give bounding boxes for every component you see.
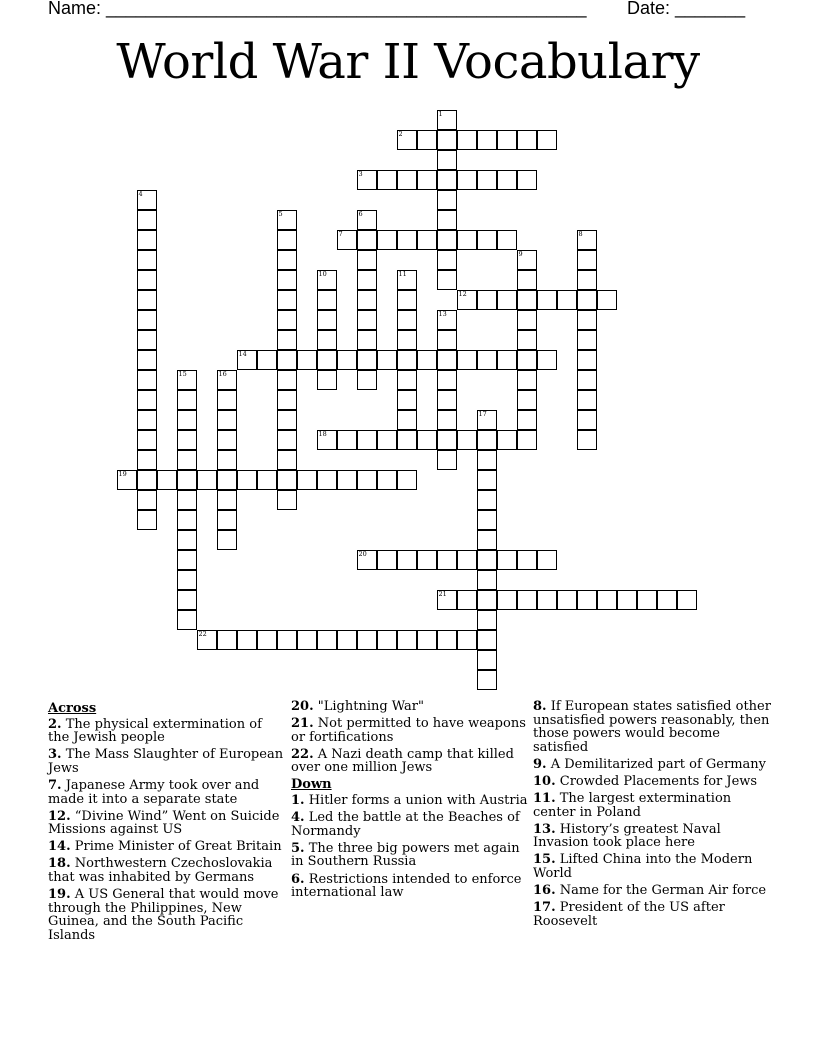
grid-cell[interactable] xyxy=(317,470,337,490)
clue-across-3: 3. The Mass Slaughter of European Jews xyxy=(48,747,284,776)
grid-cell[interactable] xyxy=(457,230,477,250)
clue-down-15: 15. Lifted China into the Modern World xyxy=(533,852,753,882)
grid-cell[interactable] xyxy=(177,470,197,490)
grid-cell[interactable] xyxy=(497,230,517,250)
grid-cell[interactable] xyxy=(217,390,237,410)
grid-cell[interactable] xyxy=(397,290,417,310)
clue-across-2: 2. The physical extermination of the Jewish people xyxy=(48,716,262,746)
grid-cell[interactable] xyxy=(177,490,197,510)
grid-cell[interactable] xyxy=(577,350,597,370)
grid-cell[interactable] xyxy=(437,310,457,330)
grid-cell[interactable] xyxy=(297,630,317,650)
grid-cell[interactable] xyxy=(437,370,457,390)
grid-cell[interactable] xyxy=(537,130,557,150)
grid-cell[interactable] xyxy=(517,290,537,310)
cell-number: 17 xyxy=(478,409,487,418)
cell-number: 8 xyxy=(578,229,583,238)
grid-cell[interactable] xyxy=(377,350,397,370)
cell-number: 15 xyxy=(178,369,187,378)
grid-cell[interactable] xyxy=(237,630,257,650)
grid-cell[interactable] xyxy=(477,350,497,370)
grid-cell[interactable] xyxy=(397,230,417,250)
grid-cell[interactable] xyxy=(397,170,417,190)
grid-cell[interactable] xyxy=(437,430,457,450)
grid-cell[interactable] xyxy=(457,290,477,310)
grid-cell[interactable] xyxy=(337,350,357,370)
grid-cell[interactable] xyxy=(137,410,157,430)
grid-cell[interactable] xyxy=(197,470,217,490)
grid-cell[interactable] xyxy=(577,590,597,610)
grid-cell[interactable] xyxy=(557,590,577,610)
clue-down-13: 13. History’s greatest Naval Invasion took place here xyxy=(533,821,721,851)
grid-cell[interactable] xyxy=(477,630,497,650)
grid-cell[interactable] xyxy=(137,250,157,270)
grid-cell[interactable] xyxy=(477,650,497,670)
grid-cell[interactable] xyxy=(257,630,277,650)
cell-number: 13 xyxy=(438,309,447,318)
grid-cell[interactable] xyxy=(377,550,397,570)
grid-cell[interactable] xyxy=(397,130,417,150)
grid-cell[interactable] xyxy=(477,430,497,450)
grid-cell[interactable] xyxy=(397,370,417,390)
grid-cell[interactable] xyxy=(337,470,357,490)
grid-cell[interactable] xyxy=(417,230,437,250)
clue-across-7: 7. Japanese Army took over and made it into a separate state xyxy=(48,777,260,807)
grid-cell[interactable] xyxy=(137,350,157,370)
grid-cell[interactable] xyxy=(377,430,397,450)
grid-cell[interactable] xyxy=(457,170,477,190)
grid-cell[interactable] xyxy=(357,630,377,650)
grid-cell[interactable] xyxy=(437,410,457,430)
grid-cell[interactable] xyxy=(397,350,417,370)
grid-cell[interactable] xyxy=(397,270,417,290)
grid-cell[interactable] xyxy=(277,430,297,450)
grid-cell[interactable] xyxy=(377,630,397,650)
grid-cell[interactable] xyxy=(497,350,517,370)
grid-cell[interactable] xyxy=(457,630,477,650)
grid-cell[interactable] xyxy=(137,230,157,250)
grid-cell[interactable] xyxy=(217,490,237,510)
grid-cell[interactable] xyxy=(317,370,337,390)
grid-cell[interactable] xyxy=(517,590,537,610)
cell-number: 4 xyxy=(138,189,143,198)
grid-cell[interactable] xyxy=(437,150,457,170)
grid-cell[interactable] xyxy=(357,350,377,370)
clue-across-20: 20. "Lightning War" xyxy=(291,699,424,714)
clue-across-14: 14. Prime Minister of Great Britain xyxy=(48,839,282,855)
grid-cell[interactable] xyxy=(577,330,597,350)
grid-cell[interactable] xyxy=(417,350,437,370)
grid-cell[interactable] xyxy=(397,330,417,350)
grid-cell[interactable] xyxy=(477,510,497,530)
grid-cell[interactable] xyxy=(337,430,357,450)
grid-cell[interactable] xyxy=(417,170,437,190)
grid-cell[interactable] xyxy=(357,310,377,330)
grid-cell[interactable] xyxy=(177,570,197,590)
grid-cell[interactable] xyxy=(597,290,617,310)
cell-number: 22 xyxy=(198,629,207,638)
grid-cell[interactable] xyxy=(277,290,297,310)
grid-cell[interactable] xyxy=(277,450,297,470)
clue-column-2 xyxy=(291,700,529,903)
grid-cell[interactable] xyxy=(277,210,297,230)
grid-cell[interactable] xyxy=(477,230,497,250)
grid-cell[interactable] xyxy=(577,310,597,330)
grid-cell[interactable] xyxy=(237,350,257,370)
grid-cell[interactable] xyxy=(277,390,297,410)
grid-cell[interactable] xyxy=(577,230,597,250)
grid-cell[interactable] xyxy=(477,290,497,310)
grid-cell[interactable] xyxy=(277,250,297,270)
grid-cell[interactable] xyxy=(397,470,417,490)
clue-across-21: 21. Not permitted to have weapons or fortifications xyxy=(291,716,526,745)
grid-cell[interactable] xyxy=(257,350,277,370)
grid-cell[interactable] xyxy=(177,590,197,610)
grid-cell[interactable] xyxy=(137,450,157,470)
grid-cell[interactable] xyxy=(197,630,217,650)
grid-cell[interactable] xyxy=(437,630,457,650)
grid-cell[interactable] xyxy=(437,330,457,350)
grid-cell[interactable] xyxy=(357,290,377,310)
grid-cell[interactable] xyxy=(517,130,537,150)
grid-cell[interactable] xyxy=(357,230,377,250)
grid-cell[interactable] xyxy=(137,270,157,290)
cell-number: 18 xyxy=(318,429,327,438)
grid-cell[interactable] xyxy=(417,550,437,570)
grid-cell[interactable] xyxy=(157,470,177,490)
grid-cell[interactable] xyxy=(357,430,377,450)
grid-cell[interactable] xyxy=(477,570,497,590)
grid-cell[interactable] xyxy=(137,490,157,510)
grid-cell[interactable] xyxy=(277,630,297,650)
grid-cell[interactable] xyxy=(257,470,277,490)
clue-across-18: 18. Northwestern Czechoslovakia that was inhabited by Germans xyxy=(48,856,273,886)
grid-cell[interactable] xyxy=(217,410,237,430)
clue-down-5: 5. The three big powers met again in Southern Russia xyxy=(291,840,520,870)
grid-cell[interactable] xyxy=(497,130,517,150)
clue-down-10: 10. Crowded Placements for Jews xyxy=(533,773,758,789)
grid-cell[interactable] xyxy=(597,590,617,610)
grid-cell[interactable] xyxy=(277,470,297,490)
clue-down-1: 1. Hitler forms a union with Austria xyxy=(291,793,528,809)
grid-cell[interactable] xyxy=(437,550,457,570)
grid-cell[interactable] xyxy=(517,330,537,350)
clue-column-3 xyxy=(533,700,773,932)
grid-cell[interactable] xyxy=(517,390,537,410)
grid-cell[interactable] xyxy=(477,530,497,550)
page-title: World War II Vocabulary xyxy=(116,34,700,90)
cell-number: 6 xyxy=(358,209,363,218)
grid-cell[interactable] xyxy=(497,290,517,310)
grid-cell[interactable] xyxy=(357,270,377,290)
grid-cell[interactable] xyxy=(457,350,477,370)
grid-cell[interactable] xyxy=(277,330,297,350)
clue-down-4: 4. Led the battle at the Beaches of Normandy xyxy=(291,810,520,839)
grid-cell[interactable] xyxy=(477,550,497,570)
grid-cell[interactable] xyxy=(177,610,197,630)
grid-cell[interactable] xyxy=(177,550,197,570)
grid-cell[interactable] xyxy=(277,310,297,330)
grid-cell[interactable] xyxy=(497,550,517,570)
grid-cell[interactable] xyxy=(537,550,557,570)
grid-cell[interactable] xyxy=(137,330,157,350)
grid-cell[interactable] xyxy=(397,630,417,650)
grid-cell[interactable] xyxy=(397,390,417,410)
grid-cell[interactable] xyxy=(137,390,157,410)
grid-cell[interactable] xyxy=(177,450,197,470)
grid-cell[interactable] xyxy=(417,630,437,650)
grid-cell[interactable] xyxy=(417,130,437,150)
grid-cell[interactable] xyxy=(177,390,197,410)
grid-cell[interactable] xyxy=(577,270,597,290)
grid-cell[interactable] xyxy=(217,630,237,650)
grid-cell[interactable] xyxy=(577,430,597,450)
grid-cell[interactable] xyxy=(137,370,157,390)
grid-cell[interactable] xyxy=(137,190,157,210)
grid-cell[interactable] xyxy=(517,310,537,330)
grid-cell[interactable] xyxy=(217,470,237,490)
grid-cell[interactable] xyxy=(297,470,317,490)
grid-cell[interactable] xyxy=(337,230,357,250)
cell-number: 11 xyxy=(398,269,407,278)
grid-cell[interactable] xyxy=(437,250,457,270)
clue-down-11: 11. The largest extermination center in Poland xyxy=(533,791,732,820)
grid-cell[interactable] xyxy=(437,350,457,370)
clue-down-8: 8. If European states satisfied other unsatisfied powers reasonably, then those powers would become satisfied xyxy=(533,699,771,755)
grid-cell[interactable] xyxy=(217,510,237,530)
grid-cell[interactable] xyxy=(357,210,377,230)
grid-cell[interactable] xyxy=(477,610,497,630)
grid-cell[interactable] xyxy=(517,270,537,290)
grid-cell[interactable] xyxy=(377,470,397,490)
grid-cell[interactable] xyxy=(357,250,377,270)
grid-cell[interactable] xyxy=(657,590,677,610)
grid-cell[interactable] xyxy=(437,210,457,230)
grid-cell[interactable] xyxy=(437,130,457,150)
grid-cell[interactable] xyxy=(437,170,457,190)
cell-number: 10 xyxy=(318,269,327,278)
grid-cell[interactable] xyxy=(137,290,157,310)
grid-cell[interactable] xyxy=(457,130,477,150)
cell-number: 5 xyxy=(278,209,283,218)
cell-number: 2 xyxy=(398,129,403,138)
grid-cell[interactable] xyxy=(477,170,497,190)
grid-cell[interactable] xyxy=(517,410,537,430)
grid-cell[interactable] xyxy=(377,170,397,190)
clue-across-22: 22. A Nazi death camp that killed over one million Jews xyxy=(291,746,514,776)
grid-cell[interactable] xyxy=(437,390,457,410)
grid-cell[interactable] xyxy=(137,510,157,530)
cell-number: 12 xyxy=(458,289,467,298)
grid-cell[interactable] xyxy=(177,430,197,450)
grid-cell[interactable] xyxy=(117,470,137,490)
grid-cell[interactable] xyxy=(437,270,457,290)
grid-cell[interactable] xyxy=(217,530,237,550)
grid-cell[interactable] xyxy=(477,590,497,610)
grid-cell[interactable] xyxy=(277,370,297,390)
grid-cell[interactable] xyxy=(277,230,297,250)
cell-number: 21 xyxy=(438,589,447,598)
cell-number: 16 xyxy=(218,369,227,378)
grid-cell[interactable] xyxy=(477,490,497,510)
grid-cell[interactable] xyxy=(497,170,517,190)
grid-cell[interactable] xyxy=(137,430,157,450)
grid-cell[interactable] xyxy=(357,330,377,350)
grid-cell[interactable] xyxy=(397,310,417,330)
grid-cell[interactable] xyxy=(277,410,297,430)
grid-cell[interactable] xyxy=(137,210,157,230)
grid-cell[interactable] xyxy=(397,550,417,570)
grid-cell[interactable] xyxy=(137,470,157,490)
clue-across-19: 19. A US General that would move through the Philippines, New Guinea, and the South Pacific Islands xyxy=(48,887,279,943)
grid-cell[interactable] xyxy=(497,430,517,450)
grid-cell[interactable] xyxy=(437,110,457,130)
grid-cell[interactable] xyxy=(437,190,457,210)
grid-cell[interactable] xyxy=(477,470,497,490)
grid-cell[interactable] xyxy=(437,590,457,610)
grid-cell[interactable] xyxy=(437,450,457,470)
clue-down-17: 17. President of the US after Roosevelt xyxy=(533,900,725,929)
grid-cell[interactable] xyxy=(277,490,297,510)
name-field: Name: ________________________________________________ xyxy=(48,0,587,18)
clue-down-16: 16. Name for the German Air force xyxy=(533,883,767,899)
grid-cell[interactable] xyxy=(177,370,197,390)
grid-cell[interactable] xyxy=(417,430,437,450)
grid-cell[interactable] xyxy=(217,450,237,470)
grid-cell[interactable] xyxy=(577,290,597,310)
clue-down-6: 6. Restrictions intended to enforce international law xyxy=(291,871,522,901)
clue-down-9: 9. A Demilitarized part of Germany xyxy=(533,756,766,772)
grid-cell[interactable] xyxy=(477,670,497,690)
grid-cell[interactable] xyxy=(477,450,497,470)
grid-cell[interactable] xyxy=(317,310,337,330)
grid-cell[interactable] xyxy=(237,470,257,490)
grid-cell[interactable] xyxy=(317,430,337,450)
grid-cell[interactable] xyxy=(317,290,337,310)
grid-cell[interactable] xyxy=(637,590,657,610)
grid-cell[interactable] xyxy=(277,350,297,370)
grid-cell[interactable] xyxy=(497,590,517,610)
grid-cell[interactable] xyxy=(677,590,697,610)
cell-number: 19 xyxy=(118,469,127,478)
grid-cell[interactable] xyxy=(217,430,237,450)
grid-cell[interactable] xyxy=(357,470,377,490)
grid-cell[interactable] xyxy=(177,410,197,430)
grid-cell[interactable] xyxy=(617,590,637,610)
grid-cell[interactable] xyxy=(537,290,557,310)
grid-cell[interactable] xyxy=(317,630,337,650)
grid-cell[interactable] xyxy=(577,250,597,270)
grid-cell[interactable] xyxy=(457,590,477,610)
cell-number: 1 xyxy=(438,109,443,118)
grid-cell[interactable] xyxy=(217,370,237,390)
grid-cell[interactable] xyxy=(357,550,377,570)
grid-cell[interactable] xyxy=(517,430,537,450)
cell-number: 9 xyxy=(518,249,523,258)
cell-number: 20 xyxy=(358,549,367,558)
grid-cell[interactable] xyxy=(457,430,477,450)
grid-cell[interactable] xyxy=(477,130,497,150)
grid-cell[interactable] xyxy=(177,530,197,550)
grid-cell[interactable] xyxy=(357,370,377,390)
grid-cell[interactable] xyxy=(537,350,557,370)
grid-cell[interactable] xyxy=(377,230,397,250)
grid-cell[interactable] xyxy=(357,170,377,190)
grid-cell[interactable] xyxy=(517,350,537,370)
grid-cell[interactable] xyxy=(317,330,337,350)
grid-cell[interactable] xyxy=(457,550,477,570)
grid-cell[interactable] xyxy=(577,410,597,430)
grid-cell[interactable] xyxy=(317,350,337,370)
grid-cell[interactable] xyxy=(557,290,577,310)
grid-cell[interactable] xyxy=(577,390,597,410)
grid-cell[interactable] xyxy=(517,550,537,570)
across-heading: Across xyxy=(48,701,97,716)
cell-number: 14 xyxy=(238,349,247,358)
grid-cell[interactable] xyxy=(517,250,537,270)
date-field: Date: _______ xyxy=(627,0,746,18)
clue-across-12: 12. “Divine Wind” Went on Suicide Missions against US xyxy=(48,808,280,838)
grid-cell[interactable] xyxy=(437,230,457,250)
clue-column-1 xyxy=(48,700,286,946)
cell-number: 7 xyxy=(338,229,343,238)
grid-cell[interactable] xyxy=(297,350,317,370)
grid-cell[interactable] xyxy=(317,270,337,290)
grid-cell[interactable] xyxy=(337,630,357,650)
cell-number: 3 xyxy=(358,169,363,178)
grid-cell[interactable] xyxy=(537,590,557,610)
grid-cell[interactable] xyxy=(517,170,537,190)
grid-cell[interactable] xyxy=(177,510,197,530)
grid-cell[interactable] xyxy=(397,410,417,430)
down-heading: Down xyxy=(291,777,332,793)
grid-cell[interactable] xyxy=(577,370,597,390)
grid-cell[interactable] xyxy=(517,370,537,390)
grid-cell[interactable] xyxy=(477,410,497,430)
grid-cell[interactable] xyxy=(277,270,297,290)
grid-cell[interactable] xyxy=(137,310,157,330)
grid-cell[interactable] xyxy=(397,430,417,450)
